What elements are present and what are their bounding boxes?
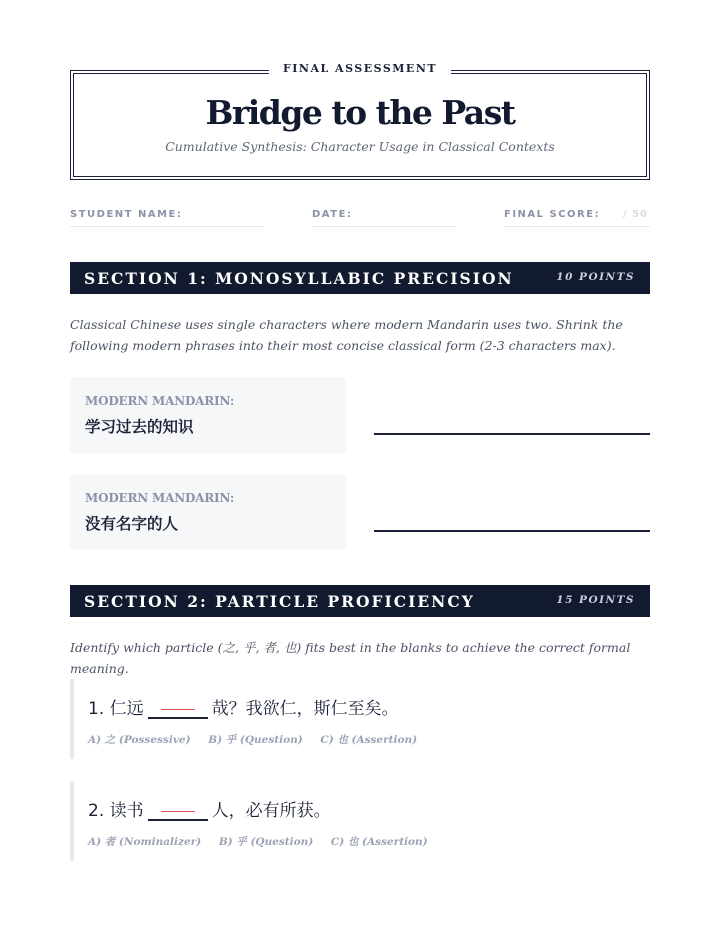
question-text-before: 1. 仁远	[88, 699, 144, 719]
modern-phrase-card	[70, 377, 346, 453]
section-2-title: SECTION 2: PARTICLE PROFICIENCY	[84, 592, 475, 611]
section-2-points: 15 POINTS	[556, 594, 635, 606]
option-a[interactable]: A) 之 (Possessive)	[88, 734, 191, 746]
page-subtitle: Cumulative Synthesis: Character Usage in Classical Contexts	[165, 139, 555, 154]
eyebrow-label: FINAL ASSESSMENT	[269, 62, 451, 75]
option-b[interactable]: B) 乎 (Question)	[218, 836, 314, 848]
section-1-points: 10 POINTS	[556, 271, 635, 283]
section-2-header	[70, 585, 650, 617]
answer-blank[interactable]	[148, 797, 208, 821]
option-b[interactable]: B) 乎 (Question)	[208, 734, 303, 746]
modern-mandarin-label: MODERN MANDARIN:	[85, 491, 235, 505]
score-total: / 50	[622, 209, 648, 220]
section-1-header	[70, 262, 650, 294]
option-a[interactable]: A) 者 (Nominalizer)	[88, 836, 202, 848]
student-name-field[interactable]	[70, 208, 264, 227]
modern-phrase: 没有名字的人	[85, 515, 179, 533]
question-1	[70, 679, 650, 759]
date-field[interactable]	[312, 208, 456, 227]
answer-options	[88, 834, 442, 849]
answer-blank[interactable]	[148, 695, 208, 719]
question-text	[88, 694, 399, 719]
assessment-header	[70, 62, 650, 180]
answer-line[interactable]	[374, 433, 650, 435]
student-name-label: STUDENT NAME:	[70, 209, 183, 220]
modern-mandarin-label: MODERN MANDARIN:	[85, 394, 235, 408]
section-1-title: SECTION 1: MONOSYLLABIC PRECISION	[84, 269, 514, 288]
question-text-before: 2. 读书	[88, 801, 144, 821]
date-label: DATE:	[312, 209, 353, 220]
question-2	[70, 781, 650, 861]
section-2-instructions: Identify which particle (之, 乎, 者, 也) fits best in the blanks to achieve the correct formal meaning.	[70, 640, 631, 676]
answer-line[interactable]	[374, 530, 650, 532]
section-1-instructions: Classical Chinese uses single characters where modern Mandarin uses two. Shrink the following modern phrases into their most concise classical form (2-3 characters max).	[70, 317, 623, 353]
option-c[interactable]: C) 也 (Assertion)	[320, 734, 418, 746]
modern-phrase: 学习过去的知识	[85, 418, 194, 436]
page-title: Bridge to the Past	[205, 93, 515, 132]
question-text-after: 人，必有所获。	[211, 801, 331, 821]
final-score-label: FINAL SCORE:	[504, 209, 601, 220]
modern-phrase-card	[70, 474, 346, 550]
final-score-field[interactable]	[504, 208, 650, 227]
answer-options	[88, 732, 431, 747]
question-text	[88, 796, 331, 821]
option-c[interactable]: C) 也 (Assertion)	[330, 836, 428, 848]
question-text-after: 哉？我欲仁，斯仁至矣。	[211, 699, 399, 719]
